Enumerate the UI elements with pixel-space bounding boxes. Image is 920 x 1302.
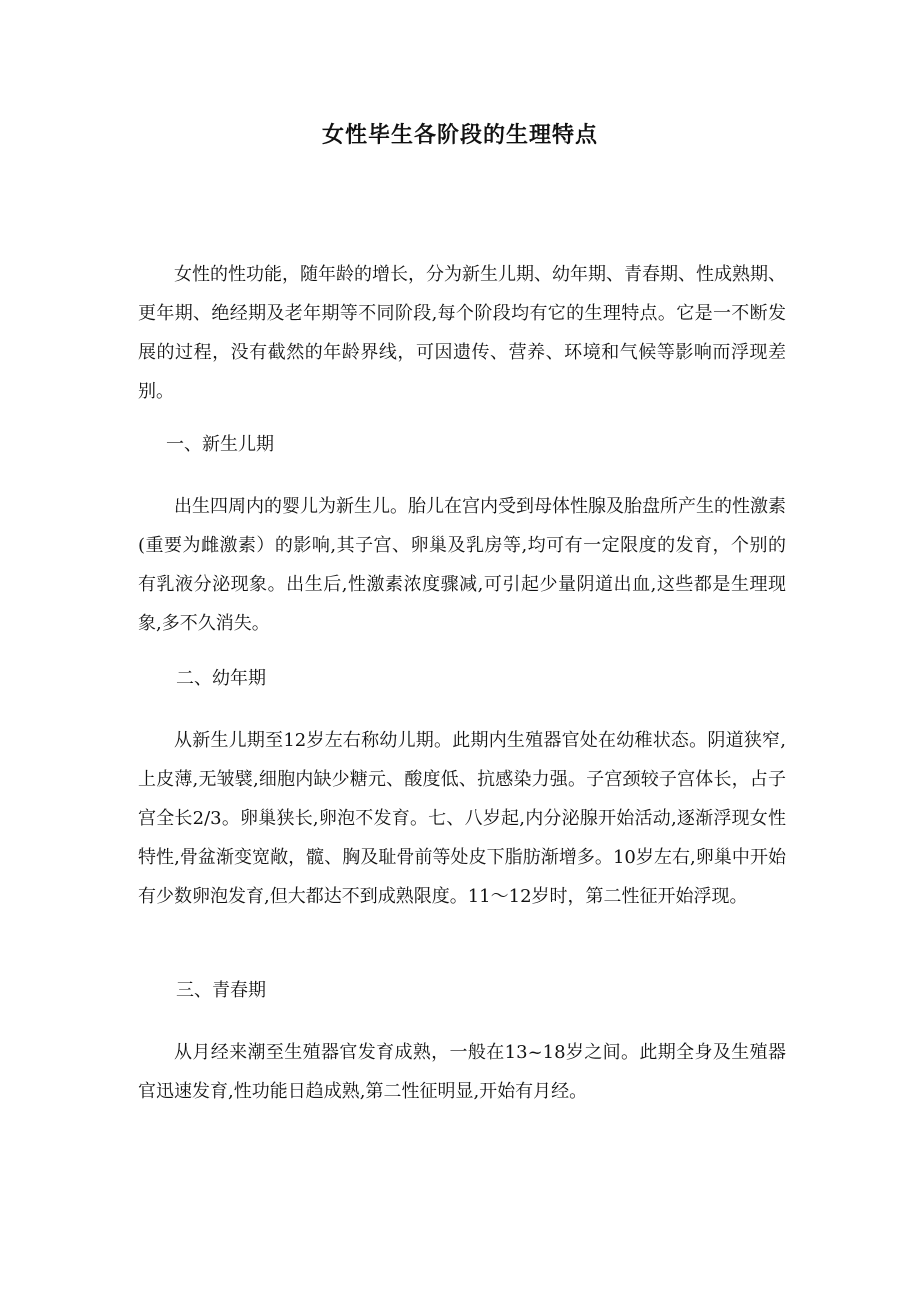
document-title: 女性毕生各阶段的生理特点 xyxy=(321,122,598,148)
section-heading-childhood: 二、幼年期 xyxy=(176,668,266,689)
section-heading-newborn: 一、新生儿期 xyxy=(166,434,274,455)
section-body-newborn: 出生四周内的婴儿为新生儿。胎儿在宫内受到母体性腺及胎盘所产生的性激素(重要为雌激素）的影响,其子宫、卵巢及乳房等,均可有一定限度的发育，个别的有乳液分泌现象。出生后,性激素浓度骤减,可引起少量阴道出血,这些都是生理现象,多不久消失。 xyxy=(138,496,786,634)
section-body-childhood: 从新生儿期至12岁左右称幼儿期。此期内生殖器官处在幼稚状态。阴道狭窄,上皮薄,无皱襞,细胞内缺少糖元、酸度低、抗感染力强。子宫颈较子宫体长，占子宫全长2/3。卵巢狭长,卵泡不发育。七、八岁起,内分泌腺开始活动,逐渐浮现女性特性,骨盆渐变宽敞，髋、胸及耻骨前等处皮下脂肪渐增多。10岁左右,卵巢中开始有少数卵泡发育,但大都达不到成熟限度。11～12岁时，第二性征开始浮现。 xyxy=(138,730,786,907)
section-heading-puberty: 三、青春期 xyxy=(176,980,266,1001)
intro-paragraph: 女性的性功能，随年龄的增长，分为新生儿期、幼年期、青春期、性成熟期、更年期、绝经期及老年期等不同阶段,每个阶段均有它的生理特点。它是一不断发展的过程，没有截然的年龄界线，可因遗传、营养、环境和气候等影响而浮现差别。 xyxy=(138,264,786,402)
section-body-puberty: 从月经来潮至生殖器官发育成熟，一般在13~18岁之间。此期全身及生殖器官迅速发育,性功能日趋成熟,第二性征明显,开始有月经。 xyxy=(138,1042,786,1102)
